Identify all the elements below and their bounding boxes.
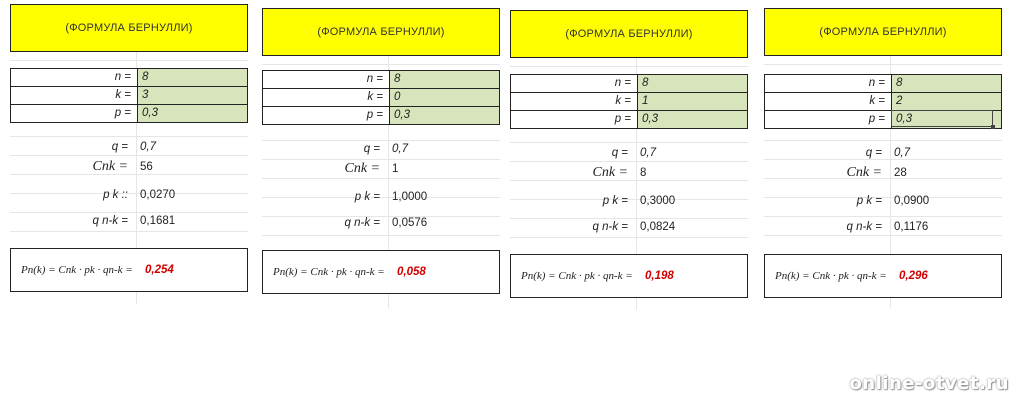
- calc-label-q: q =: [865, 147, 882, 159]
- param-row-p: [765, 111, 1001, 128]
- param-input-k[interactable]: 0: [389, 89, 499, 106]
- calc-row-qnk: [10, 210, 246, 232]
- param-row-p: [511, 111, 747, 128]
- calc-row-pk: [764, 190, 1000, 212]
- calc-value-q[interactable]: 0,7: [894, 147, 910, 159]
- bernoulli-formula: Pn(k) = Cnk · pk · qn-k =: [775, 270, 887, 282]
- param-label-n: n =: [366, 73, 383, 85]
- panel-title: (ФОРМУЛА БЕРНУЛЛИ): [764, 8, 1002, 56]
- calc-label-pk: p k =: [354, 191, 380, 203]
- param-label-p: p =: [614, 113, 631, 125]
- param-row-k: [263, 89, 499, 107]
- param-row-p: [263, 107, 499, 124]
- calc-value-pk[interactable]: 0,3000: [640, 195, 676, 207]
- calc-value-cnk[interactable]: 28: [894, 167, 907, 179]
- calc-row-cnk: [10, 156, 246, 178]
- calc-label-cnk: Cnk =: [846, 165, 882, 180]
- bernoulli-panel-3: [510, 10, 748, 310]
- param-input-p[interactable]: 0,3: [389, 107, 499, 124]
- calc-label-q: q =: [111, 141, 128, 153]
- calc-label-qnk: q n-k =: [846, 221, 882, 233]
- calc-row-cnk: [262, 158, 498, 180]
- param-row-n: [263, 71, 499, 89]
- calc-label-q: q =: [611, 147, 628, 159]
- params-table: [764, 74, 1002, 129]
- param-label-n: n =: [114, 71, 131, 83]
- calc-label-cnk: Cnk =: [92, 159, 128, 174]
- panel-title: (ФОРМУЛА БЕРНУЛЛИ): [510, 10, 748, 58]
- calc-row-cnk: [510, 162, 746, 184]
- calc-row-q: [764, 142, 1000, 164]
- param-input-k[interactable]: 1: [637, 93, 747, 110]
- calc-row-qnk: [510, 216, 746, 238]
- param-input-n[interactable]: 8: [389, 71, 499, 88]
- param-input-k[interactable]: 2: [891, 93, 1001, 110]
- calc-value-qnk[interactable]: 0,1681: [140, 215, 176, 227]
- calc-label-pk: p k =: [602, 195, 628, 207]
- param-label-k: k =: [115, 89, 131, 101]
- calc-row-q: [262, 138, 498, 160]
- panel-title: (ФОРМУЛА БЕРНУЛЛИ): [10, 4, 248, 52]
- param-input-k[interactable]: 3: [137, 87, 247, 104]
- bernoulli-panel-1: [10, 4, 248, 304]
- calc-row-pk: [262, 186, 498, 208]
- calc-row-qnk: [262, 212, 498, 234]
- calc-label-cnk: Cnk =: [344, 161, 380, 176]
- watermark-text: online-otvet.ru: [849, 373, 1009, 394]
- calc-label-cnk: Cnk =: [592, 165, 628, 180]
- result-value[interactable]: 0,198: [645, 270, 674, 282]
- calc-label-qnk: q n-k =: [92, 215, 128, 227]
- param-row-n: [765, 75, 1001, 93]
- param-row-k: [765, 93, 1001, 111]
- result-value[interactable]: 0,296: [899, 270, 928, 282]
- calc-label-qnk: q n-k =: [344, 217, 380, 229]
- bernoulli-formula: Pn(k) = Cnk · pk · qn-k =: [273, 266, 385, 278]
- param-row-k: [511, 93, 747, 111]
- calc-value-q[interactable]: 0,7: [140, 141, 156, 153]
- param-label-k: k =: [615, 95, 631, 107]
- calc-label-pk: p k ::: [103, 189, 128, 201]
- result-box: [510, 254, 748, 298]
- param-input-p[interactable]: 0,3: [637, 111, 747, 128]
- calc-value-qnk[interactable]: 0,0824: [640, 221, 676, 233]
- param-input-p[interactable]: 0,3: [891, 111, 1001, 128]
- calc-value-qnk[interactable]: 0,0576: [392, 217, 428, 229]
- bernoulli-formula: Pn(k) = Cnk · pk · qn-k =: [21, 264, 133, 276]
- param-input-n[interactable]: 8: [637, 75, 747, 92]
- param-label-p: p =: [114, 107, 131, 119]
- param-input-n[interactable]: 8: [891, 75, 1001, 92]
- param-label-k: k =: [367, 91, 383, 103]
- calc-row-cnk: [764, 162, 1000, 184]
- calc-value-pk[interactable]: 1,0000: [392, 191, 428, 203]
- result-box: [262, 250, 500, 294]
- calc-value-cnk[interactable]: 56: [140, 161, 153, 173]
- calc-row-qnk: [764, 216, 1000, 238]
- param-label-p: p =: [366, 109, 383, 121]
- bernoulli-formula: Pn(k) = Cnk · pk · qn-k =: [521, 270, 633, 282]
- param-label-p: p =: [868, 113, 885, 125]
- calc-value-pk[interactable]: 0,0270: [140, 189, 176, 201]
- calc-value-q[interactable]: 0,7: [392, 143, 408, 155]
- calc-value-cnk[interactable]: 1: [392, 163, 399, 175]
- calc-label-pk: p k =: [856, 195, 882, 207]
- calc-row-q: [510, 142, 746, 164]
- calc-row-pk: [10, 184, 246, 206]
- result-box: [764, 254, 1002, 298]
- bernoulli-panel-4: [764, 8, 1002, 308]
- calc-value-q[interactable]: 0,7: [640, 147, 656, 159]
- result-box: [10, 248, 248, 292]
- param-row-n: [11, 69, 247, 87]
- param-row-n: [511, 75, 747, 93]
- calc-value-qnk[interactable]: 0,1176: [894, 221, 929, 233]
- params-table: [262, 70, 500, 125]
- params-table: [10, 68, 248, 123]
- calc-row-pk: [510, 190, 746, 212]
- param-input-n[interactable]: 8: [137, 69, 247, 86]
- param-label-k: k =: [869, 95, 885, 107]
- bernoulli-panel-2: [262, 8, 500, 308]
- param-label-n: n =: [868, 77, 885, 89]
- calc-label-qnk: q n-k =: [592, 221, 628, 233]
- calc-value-cnk[interactable]: 8: [640, 167, 647, 179]
- params-table: [510, 74, 748, 129]
- calc-label-q: q =: [363, 143, 380, 155]
- calc-row-q: [10, 136, 246, 158]
- panel-title: (ФОРМУЛА БЕРНУЛЛИ): [262, 8, 500, 56]
- calc-value-pk[interactable]: 0,0900: [894, 195, 930, 207]
- param-row-k: [11, 87, 247, 105]
- result-value[interactable]: 0,254: [145, 264, 174, 276]
- param-label-n: n =: [614, 77, 631, 89]
- result-value[interactable]: 0,058: [397, 266, 426, 278]
- param-row-p: [11, 105, 247, 122]
- param-input-p[interactable]: 0,3: [137, 105, 247, 122]
